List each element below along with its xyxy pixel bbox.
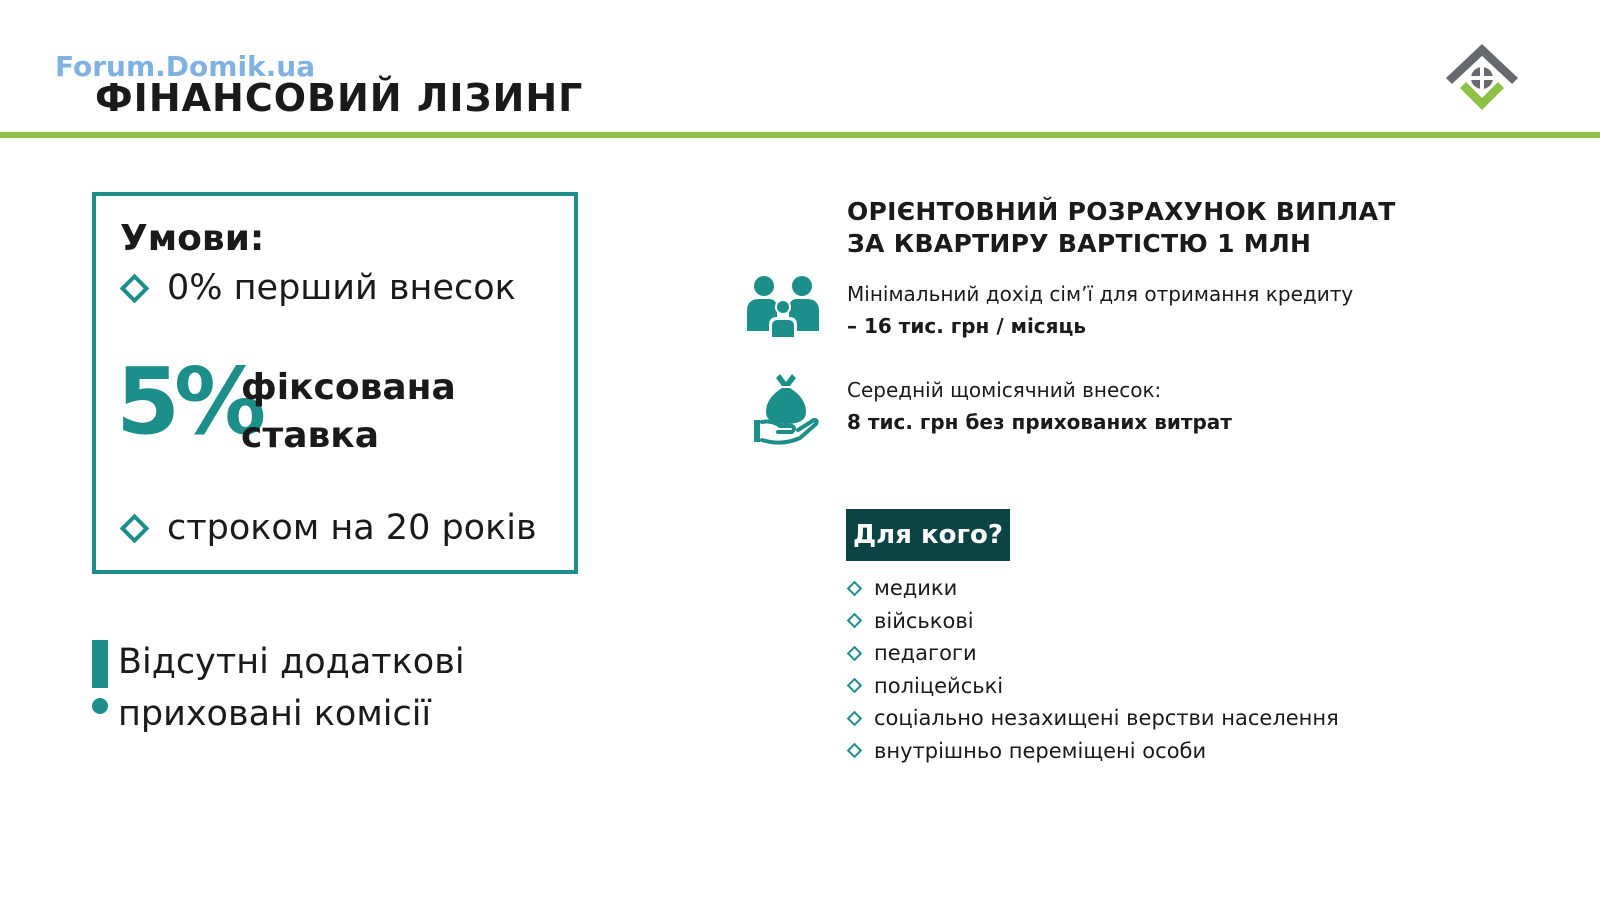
diamond-bullet-icon	[847, 645, 863, 661]
rate-label-line2: ставка	[241, 415, 380, 456]
rate-value: 5%	[116, 348, 261, 455]
diamond-bullet-icon	[847, 743, 863, 759]
diamond-bullet-icon	[120, 513, 150, 543]
page-title: ФІНАНСОВИЙ ЛІЗИНГ	[95, 76, 584, 120]
house-check-logo-icon	[1440, 38, 1524, 122]
diamond-bullet-icon	[120, 273, 150, 303]
min-income-label: Мінімальний дохід сім’ї для отримання кредиту	[847, 282, 1354, 306]
rate-label	[241, 364, 456, 460]
condition-text: 0% перший внесок	[167, 268, 516, 308]
monthly-payment-info	[847, 374, 1232, 438]
condition-text: строком на 20 років	[167, 508, 537, 548]
calculation-title	[847, 196, 1396, 260]
list-item: соціально незахищені верстви населення	[847, 702, 1339, 735]
conditions-box	[92, 192, 578, 574]
condition-down-payment	[120, 268, 516, 308]
diamond-bullet-icon	[847, 678, 863, 694]
diamond-bullet-icon	[847, 613, 863, 629]
calculation-title-line1: ОРІЄНТОВНИЙ РОЗРАХУНОК ВИПЛАТ	[847, 197, 1396, 226]
no-fees-note	[92, 636, 465, 740]
list-item: військові	[847, 605, 1339, 638]
monthly-payment-label: Середній щомісячний внесок:	[847, 378, 1162, 402]
family-icon	[745, 275, 821, 339]
condition-term	[120, 508, 537, 548]
min-income-value: – 16 тис. грн / місяць	[847, 314, 1086, 338]
note-line2: приховані комісії	[118, 694, 432, 734]
min-income-info	[847, 278, 1353, 342]
header-divider	[0, 132, 1600, 138]
who-badge: Для кого?	[846, 509, 1010, 561]
rate-label-line1: фіксована	[241, 367, 456, 408]
note-line1: Відсутні додаткові	[118, 642, 465, 682]
monthly-payment-value: 8 тис. грн без прихованих витрат	[847, 410, 1232, 434]
who-list	[847, 572, 1339, 767]
list-item: медики	[847, 572, 1339, 605]
conditions-title: Умови:	[120, 218, 265, 259]
exclamation-icon	[92, 636, 114, 716]
list-item: внутрішньо переміщені особи	[847, 735, 1339, 768]
list-item: педагоги	[847, 637, 1339, 670]
diamond-bullet-icon	[847, 710, 863, 726]
watermark: Forum.Domik.ua	[55, 50, 316, 83]
calculation-title-line2: ЗА КВАРТИРУ ВАРТІСТЮ 1 МЛН	[847, 229, 1312, 258]
diamond-bullet-icon	[847, 580, 863, 596]
list-item: поліцейські	[847, 670, 1339, 703]
money-bag-hand-icon	[752, 370, 820, 446]
